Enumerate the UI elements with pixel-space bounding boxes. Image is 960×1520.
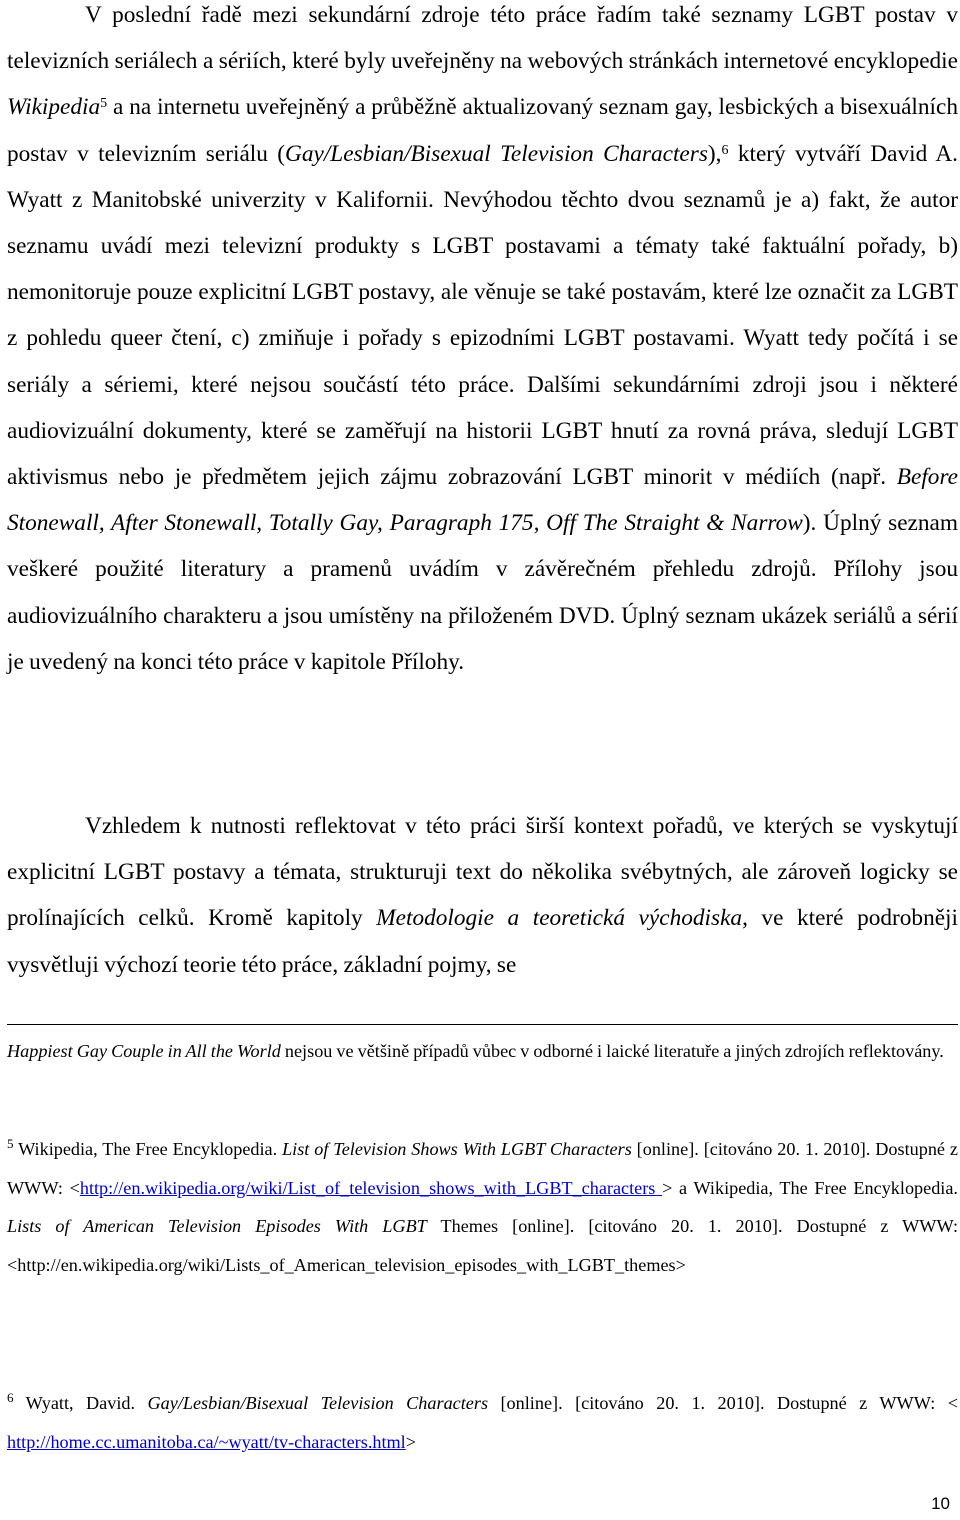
text-run: [online]. [citováno 20. 1. 2010]. Dostupné z WWW: < xyxy=(7,1139,958,1198)
text-run: Themes [online]. [citováno 20. 1. 2010]. Dostupné z WWW: <http://en.wikipedia.org/wiki/Lists_of_American_television_episodes_with_LGBT_themes> xyxy=(7,1216,958,1276)
text-run: > a Wikipedia, The Free Encyklopedia. xyxy=(662,1177,958,1198)
footnote-ref-5[interactable]: 5 xyxy=(100,96,108,112)
text-run: , ve které podrobněji vysvětluji výchozí teorie této práce, základní pojmy, se xyxy=(7,905,959,978)
footnote-ref-6[interactable]: 6 xyxy=(721,142,729,158)
footnote-number-6: 6 xyxy=(7,1390,14,1406)
italic-title-glbtv: Gay/Lesbian/Bisexual Television Characters xyxy=(285,140,708,167)
italic-title: Gay/Lesbian/Bisexual Television Characters xyxy=(147,1393,489,1413)
footnote-continuation xyxy=(7,1032,958,1071)
wikipedia-lgbt-shows-link[interactable]: http://en.wikipedia.org/wiki/List_of_television_shows_with_LGBT_characters xyxy=(79,1177,663,1198)
italic-title: Happiest Gay Couple in All the World xyxy=(7,1041,281,1061)
text-run: [online]. [citováno 20. 1. 2010]. Dostupné z WWW: < xyxy=(488,1393,958,1413)
text-run: Wyatt, David. xyxy=(13,1393,148,1413)
footnote-6 xyxy=(7,1384,958,1461)
footnote-number-5: 5 xyxy=(7,1136,14,1152)
italic-title: List of Television Shows With LGBT Characters xyxy=(282,1139,632,1159)
text-run: ), xyxy=(707,140,722,167)
italic-chapter-title: Metodologie a teoretická východiska xyxy=(376,905,743,932)
text-run: a na internetu uveřejněný a průběžně aktualizovaný seznam gay, lesbických a bisexuálních postav v televizním seriálu ( xyxy=(7,94,958,167)
wyatt-characters-link[interactable]: http://home.cc.umanitoba.ca/~wyatt/tv-characters.html xyxy=(7,1431,406,1452)
body-paragraph-2 xyxy=(7,803,958,988)
italic-film-titles: Before Stonewall, After Stonewall, Totally Gay, Paragraph 175, Off The Straight & Narrow xyxy=(7,464,958,537)
text-run: Wikipedia, The Free Encyklopedia. xyxy=(13,1139,283,1159)
footnote-separator xyxy=(7,1024,958,1025)
text-run: ). Úplný seznam veškeré použité literatury a pramenů uvádím v závěrečném přehledu zdrojů. Přílohy jsou audiovizuálního charakteru a jsou umístěny na přiloženém DVD. Úplný seznam ukázek seriálů a sérií je uvedený na konci této práce v kapitole Přílohy. xyxy=(7,510,958,675)
text-run: nejsou ve většině případů vůbec v odborné i laické literatuře a jiných zdrojích reflektovány. xyxy=(280,1041,944,1061)
text-run: Vzhledem k nutnosti reflektovat v této práci širší kontext pořadů, ve kterých se vyskytují explicitní LGBT postavy a témata, strukturuji text do několika svébytných, ale zároveň logicky se prolínajících celků. Kromě kapitoly xyxy=(7,813,958,932)
body-paragraph-1 xyxy=(7,0,958,685)
footnote-5 xyxy=(7,1130,958,1285)
page-number: 10 xyxy=(931,1494,950,1513)
text-run: V poslední řadě mezi sekundární zdroje této práce řadím také seznamy LGBT postav v televizních seriálech a sériích, které byly uveřejněny na webových stránkách internetové encyklopedie xyxy=(7,2,958,75)
italic-title: Lists of American Television Episodes With LGBT xyxy=(7,1216,427,1237)
italic-term-wikipedia: Wikipedia xyxy=(7,94,101,121)
text-run: který vytváří David A. Wyatt z Manitobské univerzity v Kalifornii. Nevýhodou těchto dvou seznamů je a) fakt, že autor seznamu uvádí mezi televizní produkty s LGBT postavami a tématy také faktuální pořady, b) nemonitoruje pouze explicitní LGBT postavy, ale věnuje se také postavám, které lze označit za LGBT z pohledu queer čtení, c) zmiňuje i pořady s epizodními LGBT postavami. Wyatt tedy počítá i se seriály a sériemi, které nejsou součástí této práce. Dalšími sekundárními zdroji jsou i některé audiovizuální dokumenty, které se zaměřují na historii LGBT hnutí za rovná práva, sledují LGBT aktivismus nebo je předmětem jejich zájmu zobrazování LGBT minorit v médiích (např. xyxy=(7,140,958,491)
text-run: > xyxy=(405,1431,416,1452)
